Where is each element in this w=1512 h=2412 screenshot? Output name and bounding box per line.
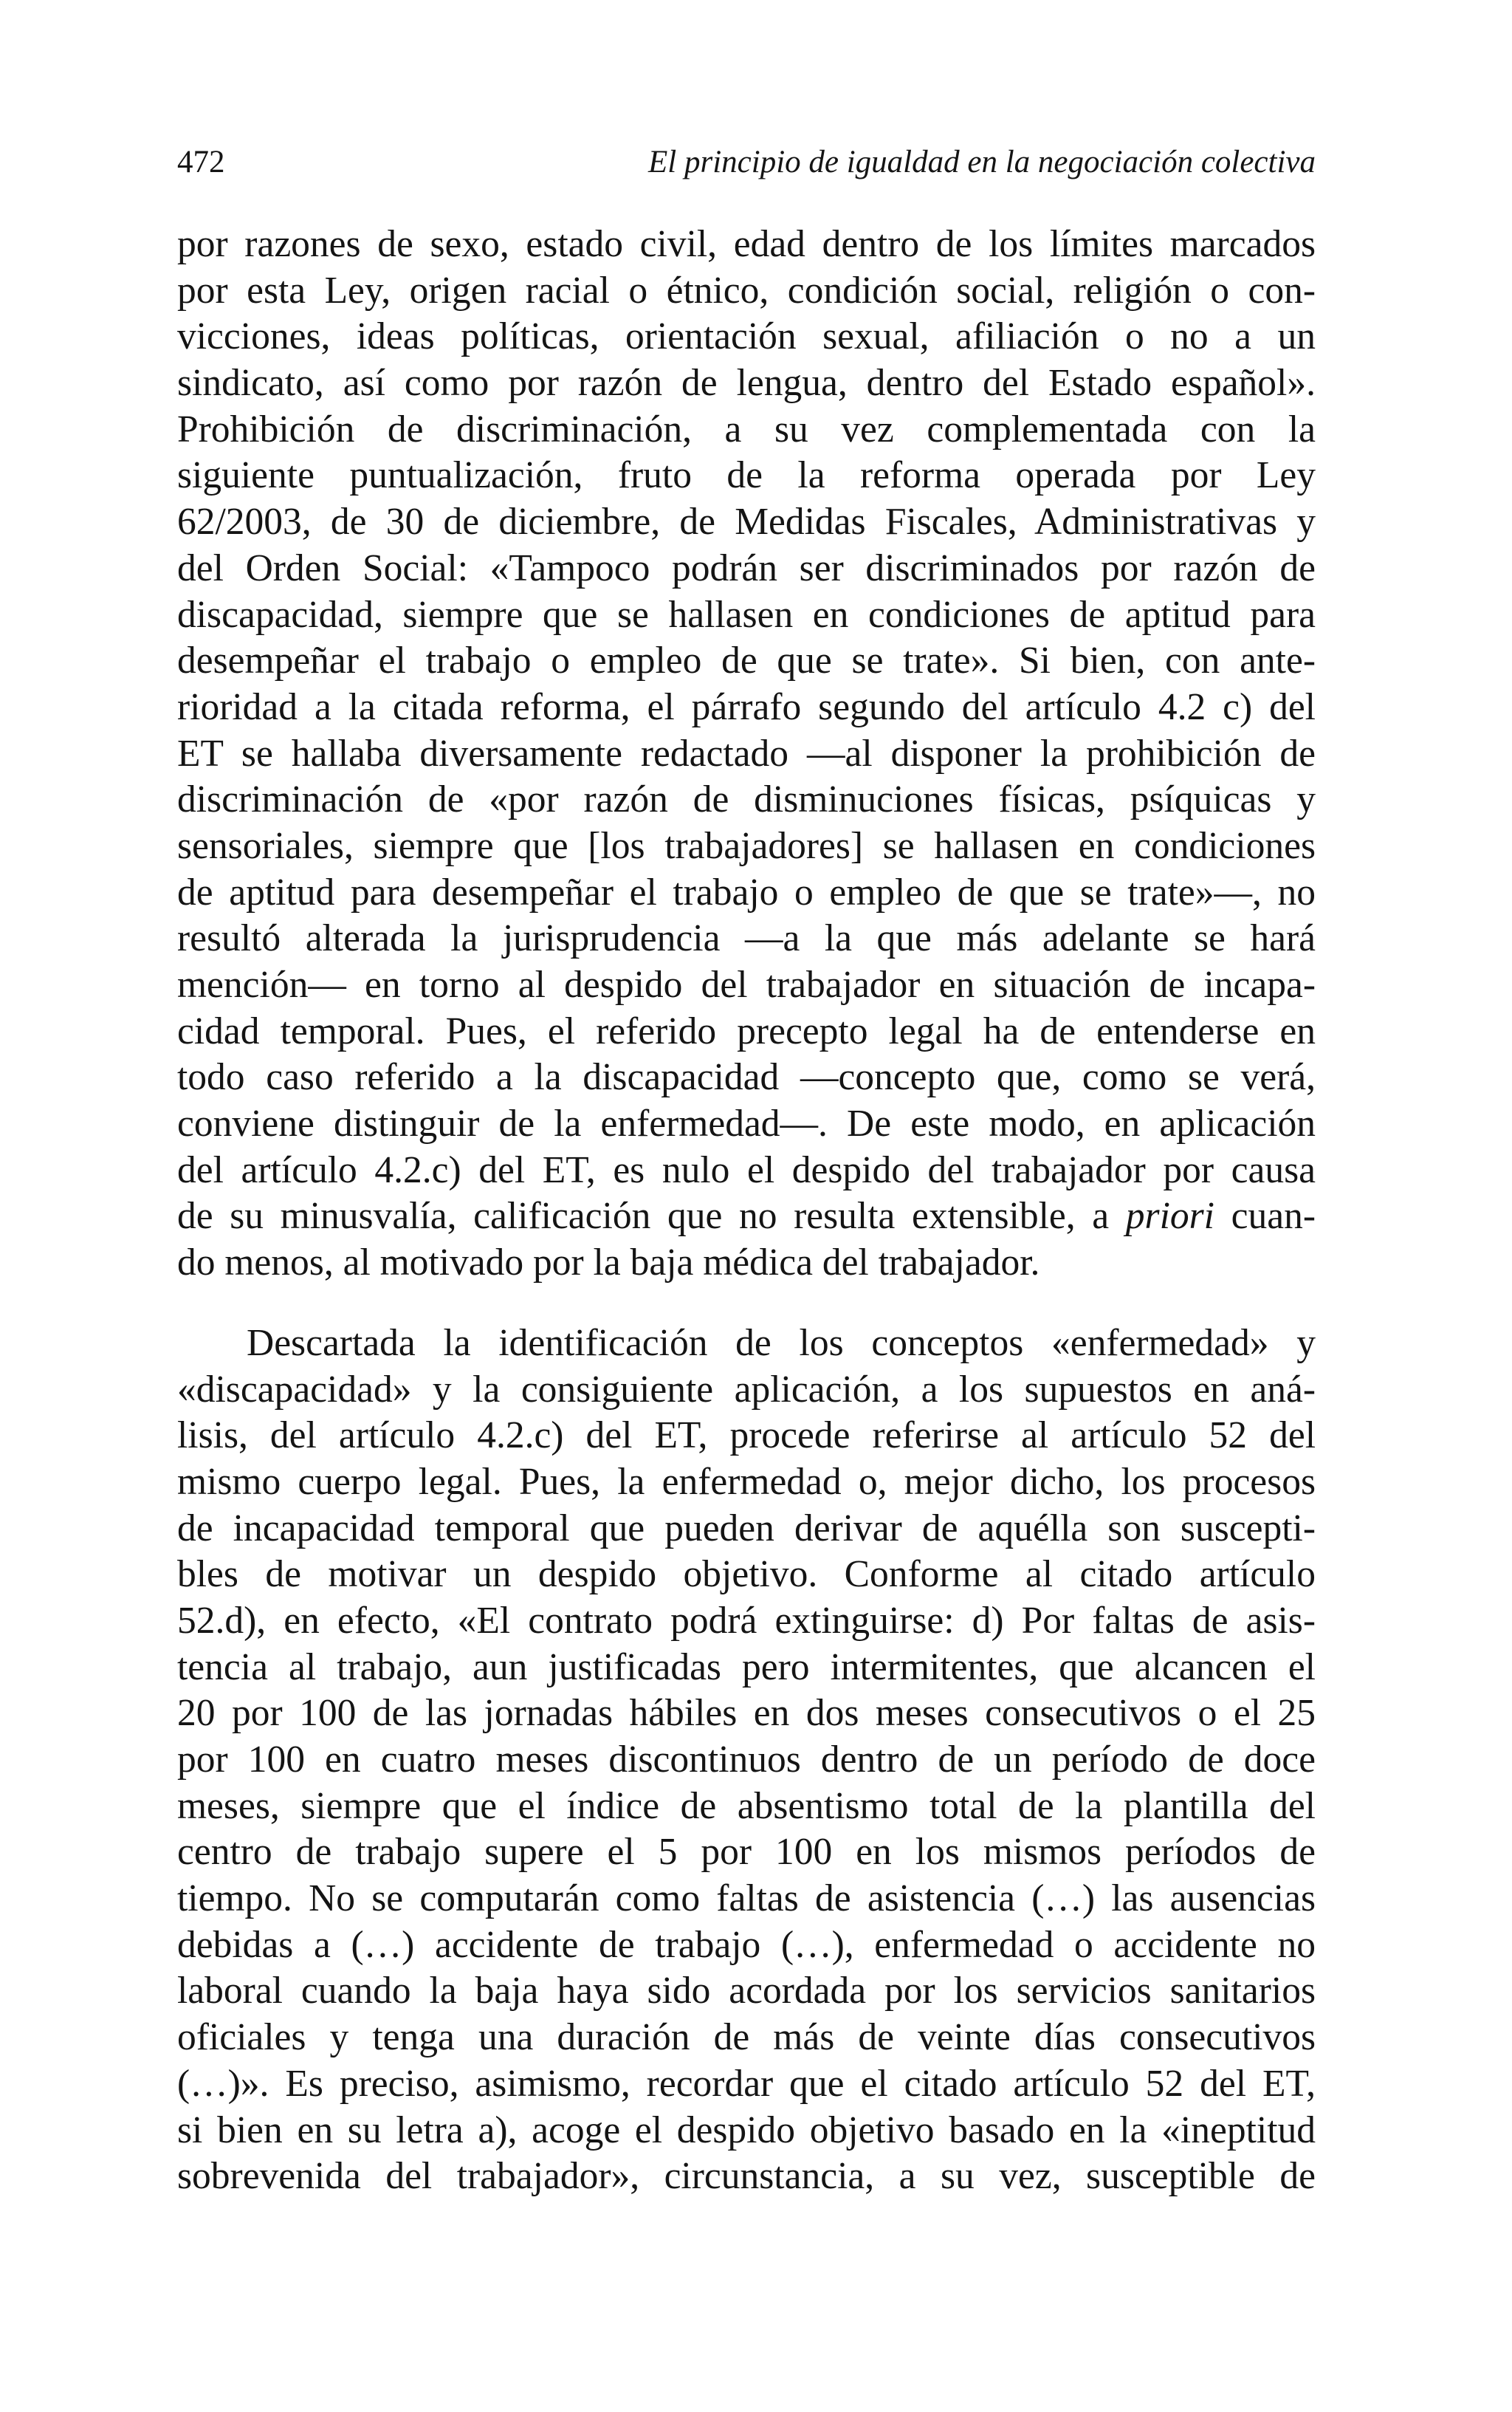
text-line: rioridad a la citada reforma, el párrafo segundo del artículo 4.2 c) del: [177, 685, 1316, 728]
text-line: por razones de sexo, estado civil, edad dentro de los límites marcados: [177, 223, 1316, 265]
text-line: sobrevenida del trabajador», circunstancia, a su vez, susceptible de: [177, 2155, 1316, 2198]
italic-term: priori: [1125, 1195, 1214, 1238]
text-line: sindicato, así como por razón de lengua, dentro del Estado español».: [177, 362, 1316, 405]
text-line: por 100 en cuatro meses discontinuos dentro de un período de doce: [177, 1738, 1316, 1781]
text-line: do menos, al motivado por la baja médica del trabajador.: [177, 1241, 1040, 1284]
text-line: del artículo 4.2.c) del ET, es nulo el despido del trabajador por causa: [177, 1148, 1316, 1191]
text-line: discapacidad, siempre que se hallasen en condiciones de aptitud para: [177, 593, 1316, 636]
text-line: de incapacidad temporal que pueden derivar de aquélla son suscepti-: [177, 1507, 1316, 1549]
running-header: [177, 133, 1316, 192]
text-line: siguiente puntualización, fruto de la reforma operada por Ley: [177, 454, 1316, 497]
text-line: vicciones, ideas políticas, orientación sexual, afiliación o no a un: [177, 315, 1316, 358]
text-line: si bien en su letra a), acoge el despido objetivo basado en la «ineptitud: [177, 2108, 1316, 2151]
paragraph-2: [177, 1320, 1316, 2200]
page-number: 472: [177, 145, 225, 179]
paragraph-gap: [177, 1286, 1316, 1320]
text-line: 62/2003, de 30 de diciembre, de Medidas Fiscales, Administrativas y: [177, 501, 1316, 544]
text-line: 20 por 100 de las jornadas hábiles en dos meses consecutivos o el 25: [177, 1692, 1316, 1735]
text-line: centro de trabajo supere el 5 por 100 en los mismos períodos de: [177, 1831, 1316, 1874]
text-line: oficiales y tenga una duración de más de veinte días consecutivos: [177, 2016, 1316, 2059]
text-line: mención— en torno al despido del trabajador en situación de incapa-: [177, 964, 1316, 1006]
text-line: discriminación de «por razón de disminuciones físicas, psíquicas y: [177, 778, 1316, 821]
text-line: de aptitud para desempeñar el trabajo o empleo de que se trate»—, no: [177, 871, 1316, 914]
text-line: debidas a (…) accidente de trabajo (…), enfermedad o accidente no: [177, 1923, 1316, 1966]
text-fragment: cuan-: [1214, 1195, 1316, 1238]
text-line: mismo cuerpo legal. Pues, la enfermedad o, mejor dicho, los procesos: [177, 1460, 1316, 1503]
paragraph-1: [177, 222, 1316, 1286]
text-line: meses, siempre que el índice de absentismo total de la plantilla del: [177, 1784, 1316, 1827]
text-line: Descartada la identificación de los conceptos «enfermedad» y: [247, 1321, 1316, 1364]
text-line: del Orden Social: «Tampoco podrán ser discriminados por razón de: [177, 547, 1316, 589]
text-line: (…)». Es preciso, asimismo, recordar que el citado artículo 52 del ET,: [177, 2062, 1316, 2105]
text-line-with-italic: [177, 1193, 1316, 1240]
body-text: [177, 222, 1316, 2200]
text-line: «discapacidad» y la consiguiente aplicación, a los supuestos en aná-: [177, 1368, 1316, 1411]
text-line: por esta Ley, origen racial o étnico, condición social, religión o con-: [177, 269, 1316, 312]
text-line: desempeñar el trabajo o empleo de que se trate». Si bien, con ante-: [177, 640, 1316, 682]
text-line: tiempo. No se computarán como faltas de asistencia (…) las ausencias: [177, 1877, 1316, 1920]
text-line: cidad temporal. Pues, el referido precepto legal ha de entenderse en: [177, 1010, 1316, 1052]
text-line: resultó alterada la jurisprudencia —a la que más adelante se hará: [177, 917, 1316, 960]
text-line: laboral cuando la baja haya sido acordada por los servicios sanitarios: [177, 1970, 1316, 2012]
text-line: sensoriales, siempre que [los trabajadores] se hallasen en condiciones: [177, 824, 1316, 867]
text-line: 52.d), en efecto, «El contrato podrá extinguirse: d) Por faltas de asis-: [177, 1599, 1316, 1642]
running-title: El principio de igualdad en la negociación colectiva: [648, 145, 1316, 179]
text-fragment: de su minusvalía, calificación que no resulta extensible, a: [177, 1195, 1126, 1238]
text-line: conviene distinguir de la enfermedad—. De este modo, en aplicación: [177, 1103, 1316, 1145]
text-line: ET se hallaba diversamente redactado —al disponer la prohibición de: [177, 732, 1316, 775]
text-line: bles de motivar un despido objetivo. Conforme al citado artículo: [177, 1553, 1316, 1596]
text-line: todo caso referido a la discapacidad —concepto que, como se verá,: [177, 1056, 1316, 1099]
text-line: Prohibición de discriminación, a su vez complementada con la: [177, 408, 1316, 450]
text-line: lisis, del artículo 4.2.c) del ET, procede referirse al artículo 52 del: [177, 1414, 1316, 1457]
text-line: tencia al trabajo, aun justificadas pero intermitentes, que alcancen el: [177, 1645, 1316, 1688]
